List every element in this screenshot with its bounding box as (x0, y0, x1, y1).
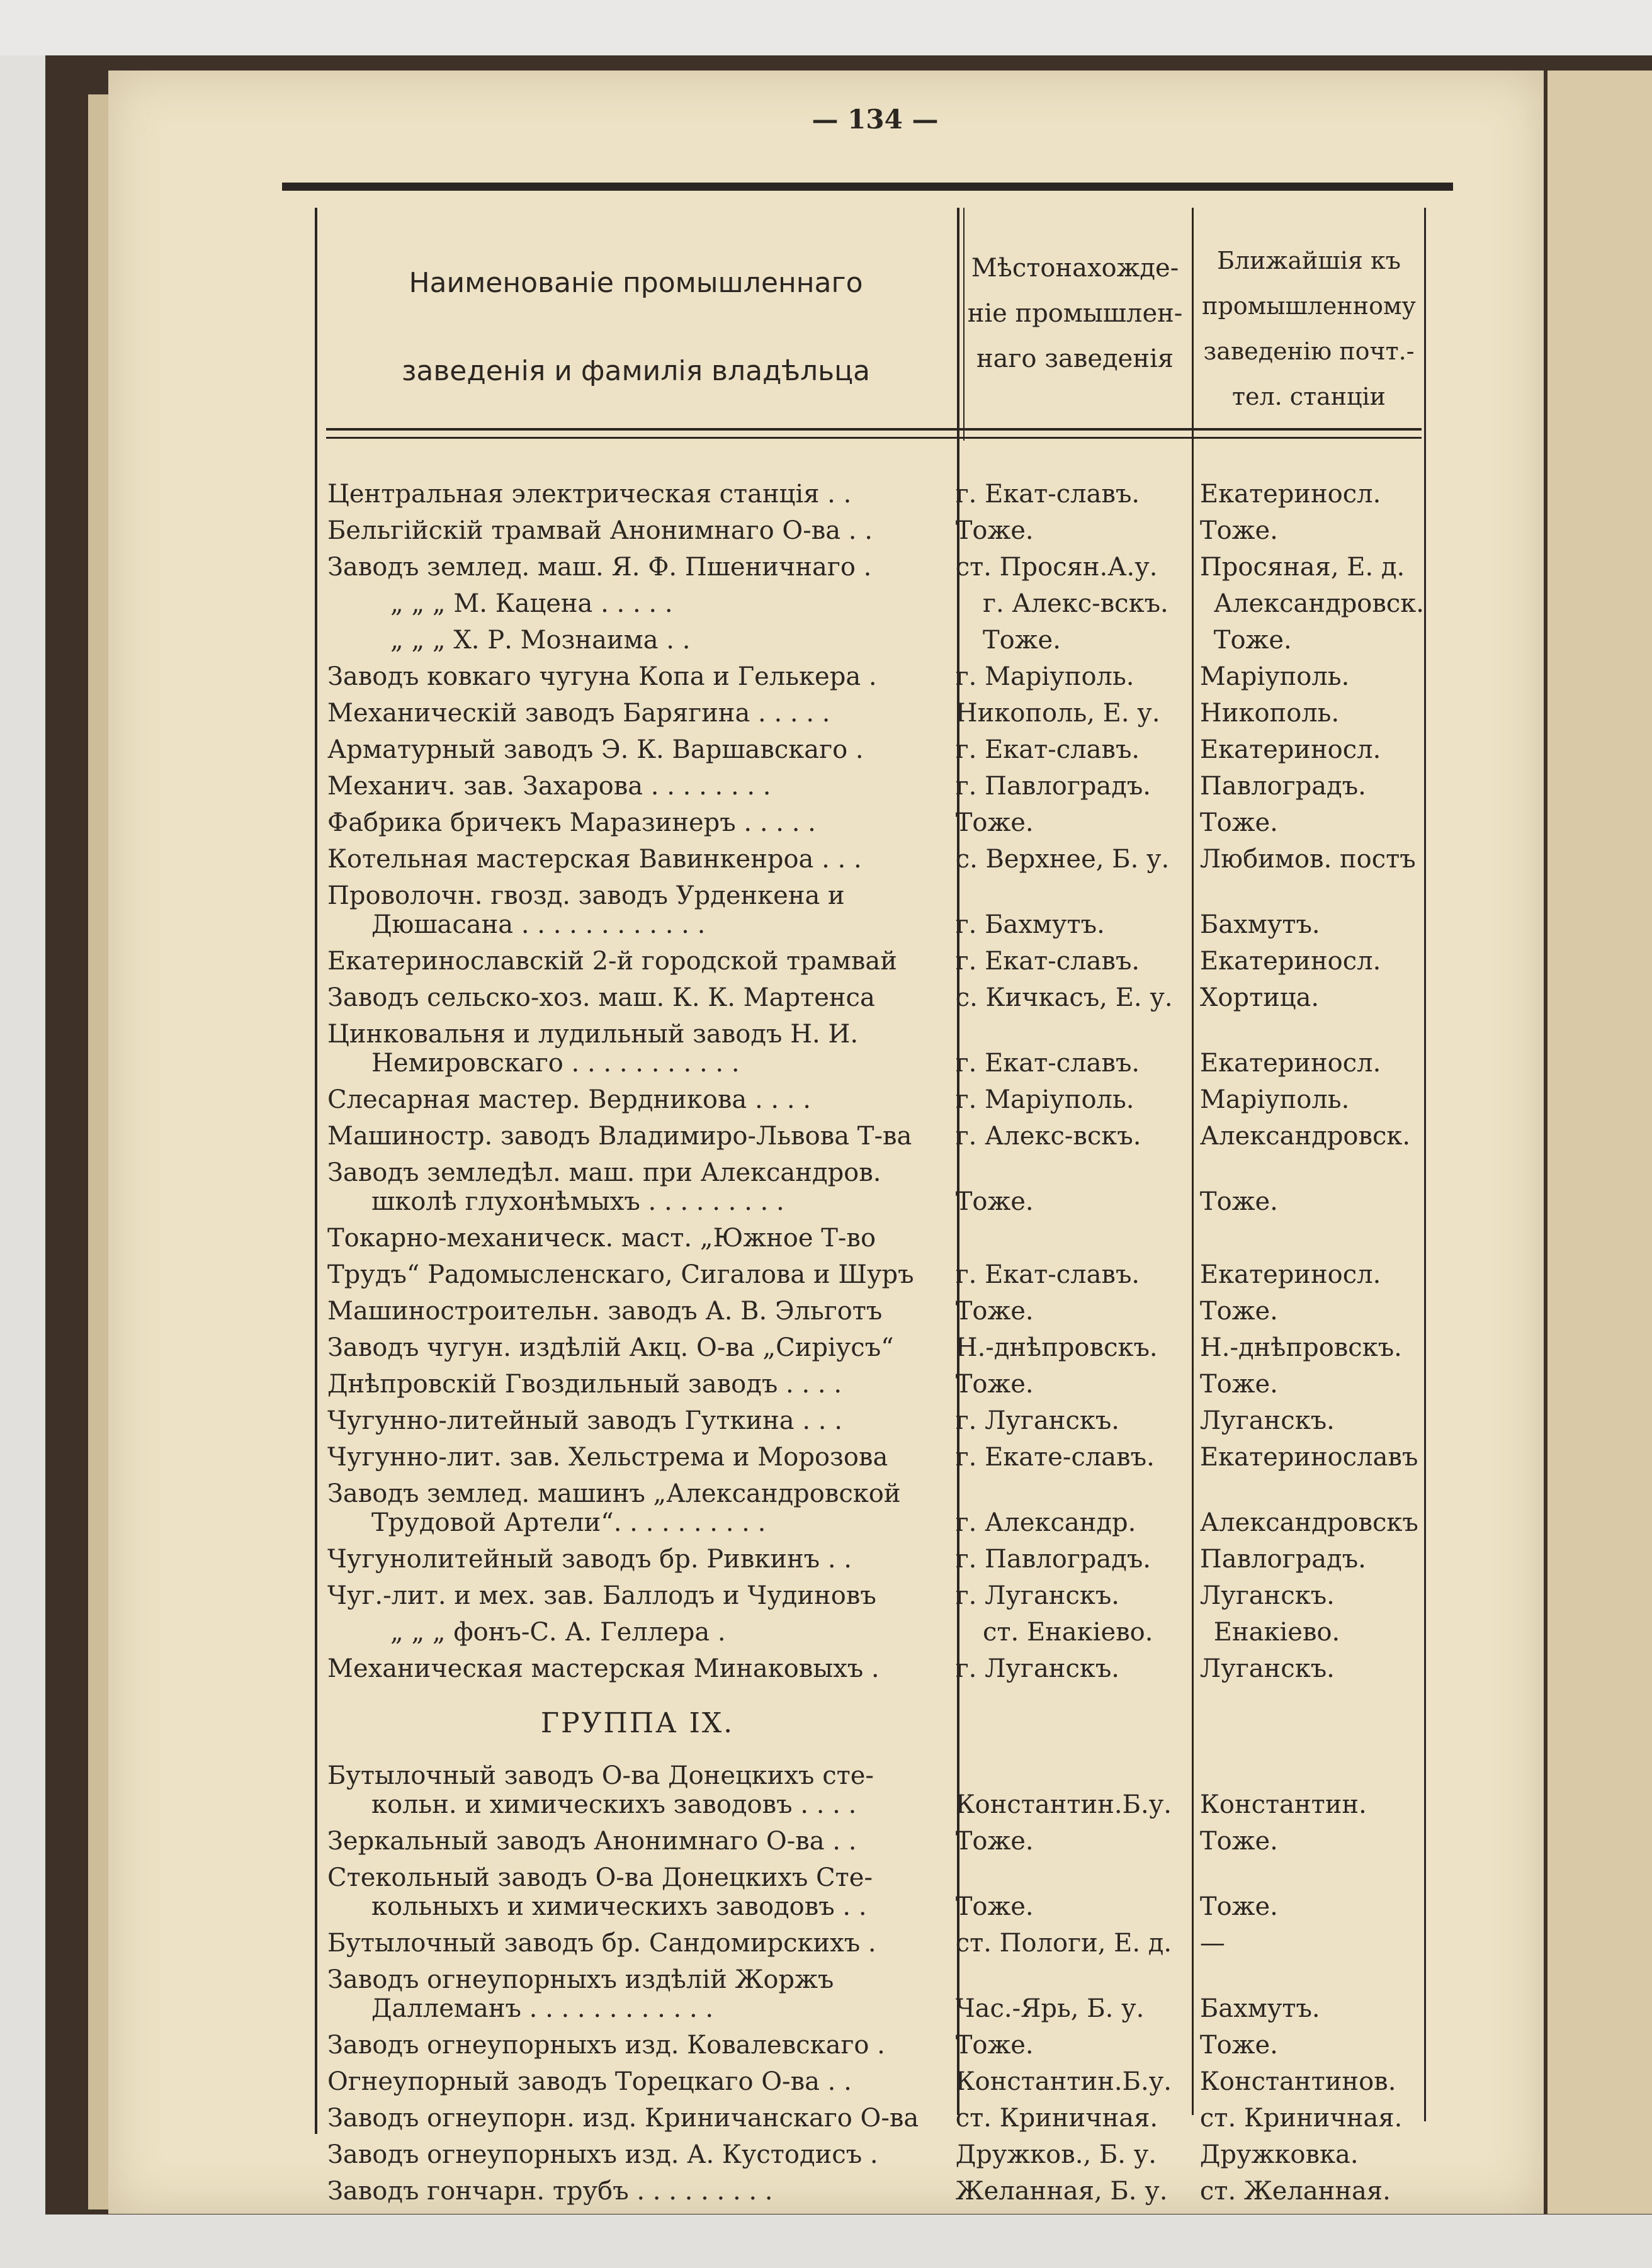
nearest-post-station: Павлоградъ. (1199, 772, 1366, 801)
establishment-name-continuation: Дюшасана . . . . . . . . . . . . (371, 910, 706, 939)
establishment-location: ст. Енакіево. (982, 1618, 1153, 1647)
establishment-location: Н.-днѣпровскъ. (955, 1333, 1158, 1362)
establishment-name-text: Чугунолитейный заводъ бр. Ривкинъ . . (327, 1545, 852, 1574)
header-bottom-rule (326, 428, 1422, 431)
table-row (327, 2104, 1435, 2133)
nearest-post-station: Тоже. (1199, 808, 1278, 837)
nearest-post-station: Тоже. (1199, 1892, 1278, 1921)
establishment-name-text: Чугунно-литейный заводъ Гуткина . . . (327, 1406, 842, 1435)
group-title: ГРУППА IX. (540, 1707, 735, 1739)
establishment-location: с. Верхнее, Б. у. (955, 845, 1170, 874)
establishment-location: г. Лугaнскъ. (955, 1406, 1120, 1435)
establishment-name (327, 1297, 938, 1326)
establishment-name (327, 1158, 938, 1216)
establishment-location: Тоже. (955, 1187, 1034, 1216)
header-col-location-line2: ніе промышлен- (967, 299, 1183, 328)
establishment-location: г. Луганскъ. (955, 1654, 1120, 1683)
nearest-post-station: Александровск. (1199, 1122, 1411, 1151)
table-row (327, 1158, 1435, 1216)
nearest-post-station: Константинов. (1199, 2067, 1396, 2096)
establishment-name-continuation: кольн. и химическихъ заводовъ . . . . (371, 1790, 857, 1819)
establishment-name (327, 1020, 938, 1078)
establishment-name-text: Заводъ ковкаго чугуна Копа и Гелькера . (327, 662, 877, 691)
establishment-name (327, 553, 938, 582)
establishment-name (327, 881, 938, 939)
nearest-post-station: Екатеринославъ (1199, 1443, 1418, 1472)
establishment-name-text: Заводъ огнеупорныхъ изд. А. Кустодисъ . (327, 2140, 878, 2169)
establishment-name (327, 772, 938, 801)
establishment-name-text: Бутылочный заводъ бр. Сандомирскихъ . (327, 1929, 876, 1958)
nearest-post-station: Просяная, Е. д. (1199, 553, 1405, 582)
establishment-name (327, 2140, 938, 2169)
header-col-post-line3: заведенію почт.- (1203, 337, 1415, 365)
establishment-location: с. Кичкасъ, Е. у. (955, 983, 1173, 1012)
nearest-post-station: — (1199, 1929, 1225, 1958)
establishment-name (327, 2104, 938, 2133)
establishment-location: ст. Пологи, Е. д. (955, 1929, 1172, 1958)
establishment-name-text: Заводъ сельско-хоз. маш. К. К. Мартенса (327, 983, 875, 1012)
establishment-name (327, 1085, 938, 1114)
header-col-post-station (1195, 238, 1423, 419)
table-row (327, 1085, 1435, 1114)
establishment-name (327, 1827, 938, 1856)
establishment-name-text: Заводъ землед. машинъ „Александровской (327, 1479, 901, 1508)
table-row (327, 1370, 1435, 1399)
establishment-name (327, 947, 938, 976)
nearest-post-station: Маріуполь. (1199, 662, 1350, 691)
table-row (327, 1654, 1435, 1683)
table-row (327, 1333, 1435, 1362)
establishment-location: Дружков., Б. у. (955, 2140, 1157, 2169)
establishment-name-text: Заводъ гончарн. трубъ . . . . . . . . . (327, 2177, 773, 2206)
establishment-name (327, 589, 965, 618)
establishment-location: Тоже. (955, 808, 1034, 837)
establishment-location: г. Маріуполь. (955, 1085, 1134, 1114)
table-row (327, 881, 1435, 939)
table-row (327, 1443, 1435, 1472)
page-edge-left (88, 94, 108, 2209)
table-row (327, 699, 1435, 728)
table-row (327, 947, 1435, 976)
establishment-location: г. Бахмутъ. (955, 910, 1105, 939)
establishment-location: Тоже. (955, 1370, 1034, 1399)
establishment-name-text: Заводъ огнеупорныхъ изд. Ковалевскаго . (327, 2031, 885, 2060)
establishment-name-text: Фабрика бричекъ Маразинеръ . . . . . (327, 808, 816, 837)
establishment-location: Константин.Б.у. (955, 2067, 1172, 2096)
establishment-name-text: Механич. зав. Захарова . . . . . . . . (327, 772, 771, 801)
page-number: — 134 — (812, 104, 939, 135)
nearest-post-station: Александровск. (1213, 589, 1425, 618)
establishment-name (327, 845, 938, 874)
establishment-location: г. Алекс-вскъ. (955, 1122, 1141, 1151)
header-col-name-line2: заведенія и фамилія владѣльца (401, 355, 871, 387)
table-row (327, 1260, 1435, 1289)
establishment-name-text: Механическій заводъ Барягина . . . . . (327, 699, 830, 728)
nearest-post-station: Луганскъ. (1199, 1654, 1335, 1683)
establishment-name (327, 699, 938, 728)
table-row (327, 516, 1435, 545)
establishment-name-text: Проволочн. гвозд. заводъ Урденкена и (327, 881, 845, 910)
next-page-edge (1547, 71, 1652, 2214)
header-col-name (327, 239, 944, 415)
table-row (327, 1965, 1435, 2023)
establishment-name (327, 808, 938, 837)
nearest-post-station: Тоже. (1199, 1827, 1278, 1856)
nearest-post-station: Тоже. (1199, 2031, 1278, 2060)
establishment-name-text: Бельгійскій трамвай Анонимнаго О-ва . . (327, 516, 873, 545)
table-row (327, 1761, 1435, 1819)
establishment-location: ст. Просян.А.у. (955, 553, 1158, 582)
establishment-name-text: Днѣпровскій Гвоздильный заводъ . . . . (327, 1370, 842, 1399)
establishment-name-text: Огнеупорный заводъ Торецкаго О-ва . . (327, 2067, 852, 2096)
nearest-post-station: Екатериносл. (1199, 947, 1381, 976)
header-bottom-rule-2 (326, 437, 1422, 439)
table-row (327, 808, 1435, 837)
table-row (327, 735, 1435, 764)
establishment-name-text: Заводъ огнеупорн. изд. Криничанскаго О-ва (327, 2104, 919, 2133)
table-row (327, 1479, 1435, 1537)
establishment-name (327, 1965, 938, 2023)
table-left-rule (315, 208, 317, 2134)
nearest-post-station: Дружковка. (1199, 2140, 1359, 2169)
nearest-post-station: Хортица. (1199, 983, 1320, 1012)
establishment-location: г. Екат-славъ. (955, 1049, 1140, 1078)
table-row (327, 1827, 1435, 1856)
establishment-name (327, 2177, 938, 2206)
establishment-name-text: Механическая мастерская Минаковыхъ . (327, 1654, 880, 1683)
table-row (327, 1929, 1435, 1958)
establishment-location: Тоже. (955, 1297, 1034, 1326)
establishment-name-continuation: Немировскаго . . . . . . . . . . . (371, 1049, 740, 1078)
establishment-location: Тоже. (955, 1892, 1034, 1921)
establishment-name (327, 1479, 938, 1537)
nearest-post-station: Тоже. (1199, 1297, 1278, 1326)
table-row (327, 2067, 1435, 2096)
establishment-name-text: Заводъ земледѣл. маш. при Алексaндров. (327, 1158, 881, 1187)
establishment-name (327, 1370, 938, 1399)
establishment-location: Желанная, Б. у. (955, 2177, 1168, 2206)
establishment-location: ст. Криничная. (955, 2104, 1158, 2133)
table-row (327, 1297, 1435, 1326)
nearest-post-station: ст. Криничная. (1199, 2104, 1403, 2133)
establishment-location: г. Екате-славъ. (955, 1443, 1155, 1472)
header-col-post-line2: промышленному (1202, 292, 1416, 320)
establishment-name-text: Слесарная мастер. Вердникова . . . . (327, 1085, 811, 1114)
nearest-post-station: Екатериносл. (1199, 480, 1381, 509)
establishment-name-text: Токарно-механическ. маст. „Южное Т-во (327, 1224, 876, 1253)
table-row (327, 553, 1435, 582)
establishment-name (327, 1863, 938, 1921)
establishment-name-continuation: Трудовой Артели“. . . . . . . . . . (371, 1508, 766, 1537)
establishment-location: г. Маріуполь. (955, 662, 1134, 691)
header-col-post-line1: Ближайшія къ (1217, 247, 1401, 274)
establishment-name-text: „ „ „ фонъ-С. А. Геллера . (390, 1618, 726, 1647)
table-row (327, 1618, 1435, 1647)
establishment-name (327, 1761, 938, 1819)
establishment-name-continuation: кольныхъ и химическихъ заводовъ . . (371, 1892, 867, 1921)
nearest-post-station: Тоже. (1199, 1187, 1278, 1216)
establishment-name-text: „ „ „ М. Кацена . . . . . (390, 589, 673, 618)
establishment-name (327, 1406, 938, 1435)
establishment-name (327, 735, 938, 764)
header-col-post-line4: тел. станціи (1231, 383, 1386, 410)
establishment-name-text: Центральная электрическая станція . . (327, 480, 852, 509)
establishment-location: Тоже. (955, 2031, 1034, 2060)
header-col-location (960, 245, 1190, 381)
table-row (327, 1545, 1435, 1574)
establishment-name-text: Заводъ огнеупорныхъ издѣлій Жоржъ (327, 1965, 834, 1994)
nearest-post-station: Н.-днѣпровскъ. (1199, 1333, 1402, 1362)
establishment-name-text: Зеркальный заводъ Анонимнаго О-ва . . (327, 1827, 857, 1856)
establishment-location: г. Екат-славъ. (955, 735, 1140, 764)
establishment-name (327, 2031, 938, 2060)
table-row (327, 1020, 1435, 1078)
establishment-location: Константин.Б.у. (955, 1790, 1172, 1819)
nearest-post-station: Александровскъ (1199, 1508, 1418, 1537)
establishment-name-text: Стекольный заводъ О-ва Донецкихъ Сте- (327, 1863, 873, 1892)
table-row (327, 480, 1435, 509)
establishment-name (327, 1929, 938, 1958)
establishment-location: г. Екат-славъ. (955, 1260, 1140, 1289)
establishment-name-text: Чуг.-лит. и мех. зав. Баллодъ и Чудиновъ (327, 1581, 876, 1610)
nearest-post-station: Константин. (1199, 1790, 1367, 1819)
establishment-location: Час.-Ярь, Б. у. (955, 1994, 1145, 2023)
nearest-post-station: Павлоградъ. (1199, 1545, 1366, 1574)
header-col-location-line3: наго заведенія (976, 344, 1174, 373)
nearest-post-station: Бахмутъ. (1199, 1994, 1320, 2023)
establishment-name (327, 1122, 938, 1151)
establishment-name (327, 1545, 938, 1574)
nearest-post-station: ст. Желанная. (1199, 2177, 1391, 2206)
establishment-name-text: Машиностроительн. заводъ А. В. Эльготъ (327, 1297, 883, 1326)
establishment-name (327, 480, 938, 509)
establishment-name-text: Цинковальня и лудильный заводъ Н. И. (327, 1020, 859, 1049)
establishment-name-text: „ „ „ Х. Р. Мознаима . . (390, 626, 691, 655)
establishment-location: г. Екат-славъ. (955, 480, 1140, 509)
establishment-name (327, 983, 938, 1012)
establishment-name (327, 1618, 965, 1647)
table-row (327, 2140, 1435, 2169)
establishment-name-text: Чугунно-лит. зав. Хельстрема и Морозова (327, 1443, 888, 1472)
table-row (327, 1122, 1435, 1151)
nearest-post-station: Маріуполь. (1199, 1085, 1350, 1114)
table-row (327, 626, 1435, 655)
table-body (327, 480, 1435, 2213)
establishment-name (327, 1654, 938, 1683)
header-col-name-line1: Наименованіе промышленнаго (409, 267, 863, 299)
establishment-location: Никополь, Е. у. (955, 699, 1160, 728)
establishment-name (327, 662, 938, 691)
table-top-rule (282, 183, 1453, 191)
establishment-name (327, 1224, 938, 1253)
establishment-name (327, 626, 965, 655)
table-row (327, 1581, 1435, 1610)
establishment-name-text: Котельная мастерская Вавинкенроа . . . (327, 845, 862, 874)
nearest-post-station: Луганскъ. (1199, 1581, 1335, 1610)
table-row (327, 772, 1435, 801)
table-row (327, 1863, 1435, 1921)
nearest-post-station: Тоже. (1199, 516, 1278, 545)
establishment-name-text: Екатеринославскій 2-й городской трамвай (327, 947, 897, 976)
nearest-post-station: Луганскъ. (1199, 1406, 1335, 1435)
nearest-post-station: Бахмутъ. (1199, 910, 1320, 939)
table-row (327, 589, 1435, 618)
table-row (327, 845, 1435, 874)
establishment-location: г. Екат-славъ. (955, 947, 1140, 976)
establishment-location: Тоже. (955, 516, 1034, 545)
establishment-name-text: Арматурный заводъ Э. К. Варшавскаго . (327, 735, 864, 764)
establishment-location: г. Алекс-вскъ. (982, 589, 1168, 618)
header-col-location-line1: Мѣстонахожде- (971, 254, 1179, 283)
establishment-name-text: Трудъ“ Радомысленскаго, Сигалова и Шуръ (327, 1260, 914, 1289)
table-row (327, 2031, 1435, 2060)
establishment-location: г. Павлоградъ. (955, 772, 1151, 801)
establishment-name (327, 1581, 938, 1610)
nearest-post-station: Тоже. (1213, 626, 1292, 655)
nearest-post-station: Енакіево. (1213, 1618, 1340, 1647)
table-row (327, 662, 1435, 691)
establishment-name-text: Заводъ землед. маш. Я. Ф. Пшеничнаго . (327, 553, 872, 582)
establishment-name-continuation: школѣ глухонѣмыхъ . . . . . . . . . (371, 1187, 784, 1216)
nearest-post-station: Екатериносл. (1199, 1049, 1381, 1078)
establishment-name-text: Заводъ чугун. издѣлій Акц. О-ва „Сиріусъ“ (327, 1333, 894, 1362)
establishment-name (327, 516, 938, 545)
establishment-location: Тоже. (955, 1827, 1034, 1856)
establishment-location: г. Александр. (955, 1508, 1136, 1537)
establishment-name (327, 1260, 938, 1289)
establishment-name-continuation: Даллеманъ . . . . . . . . . . . . (371, 1994, 714, 2023)
nearest-post-station: Любимов. постъ (1199, 845, 1416, 874)
table-row (327, 1224, 1435, 1253)
establishment-name (327, 2067, 938, 2096)
establishment-name-text: Бутылочный заводъ О-ва Донецкихъ сте- (327, 1761, 874, 1790)
establishment-location: г. Павлоградъ. (955, 1545, 1151, 1574)
nearest-post-station: Никополь. (1199, 699, 1340, 728)
scan-background (0, 0, 1652, 55)
establishment-location: г. Луганскъ. (955, 1581, 1120, 1610)
establishment-name (327, 1443, 938, 1472)
establishment-location: Тоже. (982, 626, 1061, 655)
table-row (327, 1406, 1435, 1435)
table-row (327, 2177, 1435, 2206)
establishment-name (327, 1333, 938, 1362)
nearest-post-station: Тоже. (1199, 1370, 1278, 1399)
establishment-name-text: Машиностр. заводъ Владимиро-Львова Т-ва (327, 1122, 912, 1151)
nearest-post-station: Екатериносл. (1199, 735, 1381, 764)
table-row (327, 983, 1435, 1012)
nearest-post-station: Екатериносл. (1199, 1260, 1381, 1289)
